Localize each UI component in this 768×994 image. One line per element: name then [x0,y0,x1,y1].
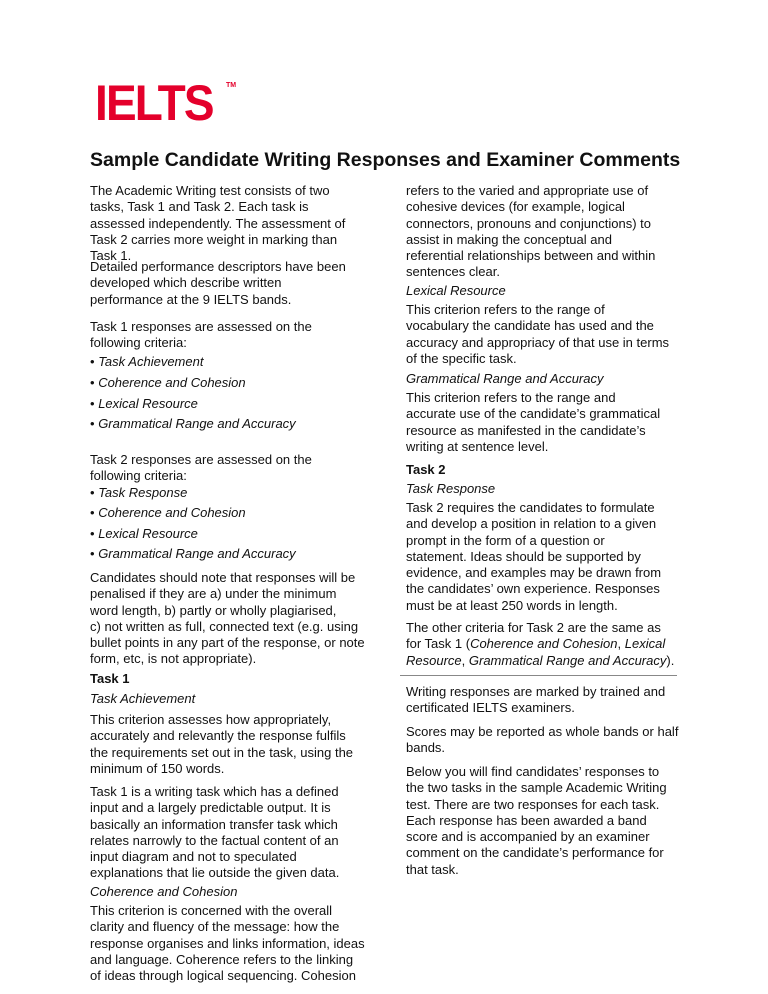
criteria-item [90,416,296,432]
bullet: • [90,396,95,411]
criteria-label: Coherence and Cohesion [98,375,246,390]
criteria-item [90,485,187,501]
text: The other criteria for Task 2 are the same as for Task 1 ( [406,620,661,652]
text: ). [666,652,675,668]
marking-paragraph: Writing responses are marked by trained and certificated IELTS examiners. [406,684,666,716]
criteria-label: Task Response [98,485,188,500]
penalties-paragraph: Candidates should note that responses will be penalised if they are a) under the minimum word length, b) partly or wholly plagiarised, c) not written as full, connected text (e.g. using bullet points in any part of the response, or note form, etc, is not appropriate). [90,570,365,667]
bullet: • [90,505,95,520]
criteria-label: Lexical Resource [98,526,198,541]
criteria-label: Task Achievement [98,354,204,369]
criteria-label: Grammatical Range and Accuracy [98,416,296,431]
criteria-item [90,505,246,521]
intro-paragraph: The Academic Writing test consists of two tasks, Task 1 and Task 2. Each task is assessed independently. The assessment of Task 2 carries more weight in marking than Task 1. [90,183,346,264]
grammatical-range-heading: Grammatical Range and Accuracy [406,371,604,386]
coherence-text-continued: refers to the varied and appropriate use of cohesive devices (for example, logical connectors, pronouns and conjunctions) to assist in making the conceptual and referential relationships between and within sentences clear. [406,183,656,280]
bullet: • [90,485,95,500]
lexical-resource-text: This criterion refers to the range of vocabulary the candidate has used and the accuracy and appropriacy of that use in terms of the specific task. [406,302,670,366]
text: , [617,636,625,652]
task1-heading: Task 1 [90,671,130,686]
task-achievement-text: This criterion assesses how appropriately, accurately and relevantly the response fulfils the requirements set out in the task, using the minimum of 150 words. [90,712,354,776]
other-criteria-paragraph [406,620,674,669]
bullet: • [90,375,95,390]
criteria-label: Coherence and Cohesion [98,505,246,520]
criteria-ref: Grammatical Range and Accuracy [468,652,667,668]
coherence-heading: Coherence and Cohesion [90,884,238,899]
criteria-item [90,396,198,412]
criteria-ref: Lexical Resource [406,636,666,668]
scores-paragraph: Scores may be reported as whole bands or half bands. [406,724,679,756]
task1-description: Task 1 is a writing task which has a defined input and a largely predictable output. It is basically an information transfer task which relates narrowly to the factual content of an input diagram and not to speculated explanations that lie outside the given data. [90,784,340,881]
bullet: • [90,546,95,561]
ielts-logo: IELTS [95,75,213,131]
grammatical-range-text: This criterion refers to the range and accurate use of the candidate’s grammatical resource as manifested in the candidate’s writing at sentence level. [406,390,661,454]
criteria-label: Grammatical Range and Accuracy [98,546,296,561]
coherence-text: This criterion is concerned with the overall clarity and fluency of the message: how the response organises and links information, ideas and language. Coherence refers to the linking of ideas through logical sequencing. Cohesion [90,903,365,984]
task2-criteria-intro: Task 2 responses are assessed on the following criteria: [90,452,312,484]
criteria-item [90,546,296,562]
criteria-ref: Coherence and Cohesion [470,636,618,652]
section-divider [400,675,677,676]
trademark-mark: TM [226,82,237,89]
descriptors-paragraph: Detailed performance descriptors have been developed which describe written performance at the 9 IELTS bands. [90,259,346,307]
bullet: • [90,354,95,369]
lexical-resource-heading: Lexical Resource [406,283,506,298]
task-achievement-heading: Task Achievement [90,691,196,706]
page-title: Sample Candidate Writing Responses and Examiner Comments [90,149,681,171]
criteria-label: Lexical Resource [98,396,198,411]
task-response-heading: Task Response [406,481,496,496]
bullet: • [90,416,95,431]
bullet: • [90,526,95,541]
task-response-text: Task 2 requires the candidates to formulate and develop a position in relation to a given prompt in the form of a question or statement. Ideas should be supported by evidence, and examples may be drawn from the candidates’ own experience. Responses must be at least 250 words in length. [406,500,662,613]
responses-intro-paragraph: Below you will find candidates’ responses to the two tasks in the sample Academic Writing test. There are two responses for each task. Each response has been awarded a band score and is accompanied by an examiner comment on the candidate’s performance for that task. [406,764,667,877]
criteria-item [90,375,246,391]
criteria-item [90,354,203,370]
text: , [461,652,469,668]
task1-criteria-intro: Task 1 responses are assessed on the following criteria: [90,319,312,351]
task2-heading: Task 2 [406,462,446,477]
criteria-item [90,526,198,542]
